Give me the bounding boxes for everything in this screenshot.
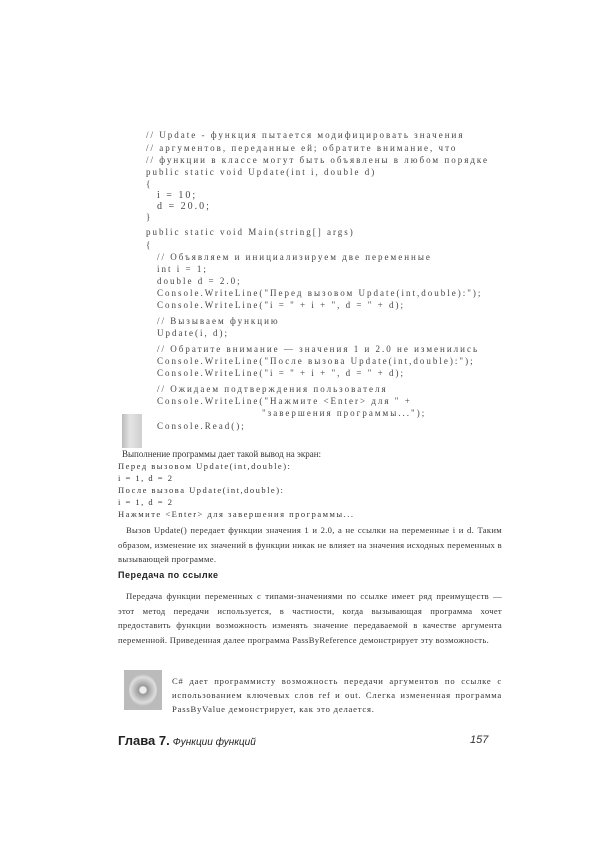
code-line: Console.WriteLine("После вызова Update(int,double):"); [157, 356, 475, 366]
code-line: Console.Read(); [157, 421, 246, 431]
code-line: Console.WriteLine("Перед вызовом Update(int,double):"); [157, 288, 483, 298]
code-line: public static void Update(int i, double d) [146, 167, 377, 177]
code-line: } [146, 212, 153, 222]
section-heading: Передача по ссылке [118, 570, 219, 580]
note-text: C# дает программисту возможность передачи аргументов по ссылке с использованием ключевых слов ref и out. Слегка измененная программа PassByValue демонстрирует, как это делается. [172, 676, 502, 714]
code-line: // Update - функция пытается модифицировать значения [146, 130, 465, 140]
output-line: Перед вызовом Update(int,double): [118, 461, 292, 471]
output-line: После вызова Update(int,double): [118, 485, 285, 495]
code-line: "завершения программы..."); [262, 408, 427, 418]
code-line: double d = 2.0; [157, 276, 242, 286]
code-line: d = 20.0; [157, 201, 211, 212]
output-line: i = 1, d = 2 [118, 473, 174, 483]
output-line: Нажмите <Enter> для завершения программы... [118, 509, 355, 519]
code-line: i = 10; [157, 190, 198, 201]
code-line: // Обратите внимание — значения 1 и 2.0 не изменились [157, 344, 480, 354]
code-line: // аргументов, переданные ей; обратите внимание, что [146, 143, 458, 153]
page-footer [118, 733, 256, 750]
output-line: i = 1, d = 2 [118, 497, 174, 507]
code-line: Console.WriteLine("i = " + i + ", d = " + d); [157, 300, 405, 310]
code-line: int i = 1; [157, 264, 208, 274]
code-line: // Объявляем и инициализируем две переменные [157, 252, 432, 262]
paragraph: Передача функции переменных с типами-значениями по ссылке имеет ряд преимуществ — этот метод передачи используется, в частности, когда вызывающая программа хочет предоставить функции возможность изменять значение передаваемой в качестве аргумента переменной. Приведенная далее программа PassByReference демонстрирует эту возможность. [118, 591, 502, 645]
chapter-title: Функции функций [172, 737, 256, 748]
code-line: { [146, 240, 153, 250]
code-line: Console.WriteLine("i = " + i + ", d = " + d); [157, 368, 405, 378]
page-number: 157 [470, 734, 489, 746]
code-line: public static void Main(string[] args) [146, 227, 355, 237]
output-intro: Выполнение программы дает такой вывод на экран: [122, 449, 322, 459]
cd-icon [124, 670, 162, 710]
paragraph: Вызов Update() передает функции значения 1 и 2.0, а не ссылки на переменные i и d. Таким образом, изменение их значений в функции никак не влияет на значения исходных переменных в вызывающей программе. [118, 525, 502, 564]
code-line: Console.WriteLine("Нажмите <Enter> для " + [157, 396, 412, 406]
code-line: // функции в классе могут быть объявлены в любом порядке [146, 155, 490, 165]
code-line: // Вызываем функцию [157, 316, 280, 326]
code-line: // Ожидаем подтверждения пользователя [157, 384, 388, 394]
code-line: { [146, 179, 153, 189]
code-line: Update(i, d); [157, 328, 229, 338]
scan-artifact-icon [122, 414, 142, 448]
chapter-label: Глава 7. [118, 733, 170, 748]
